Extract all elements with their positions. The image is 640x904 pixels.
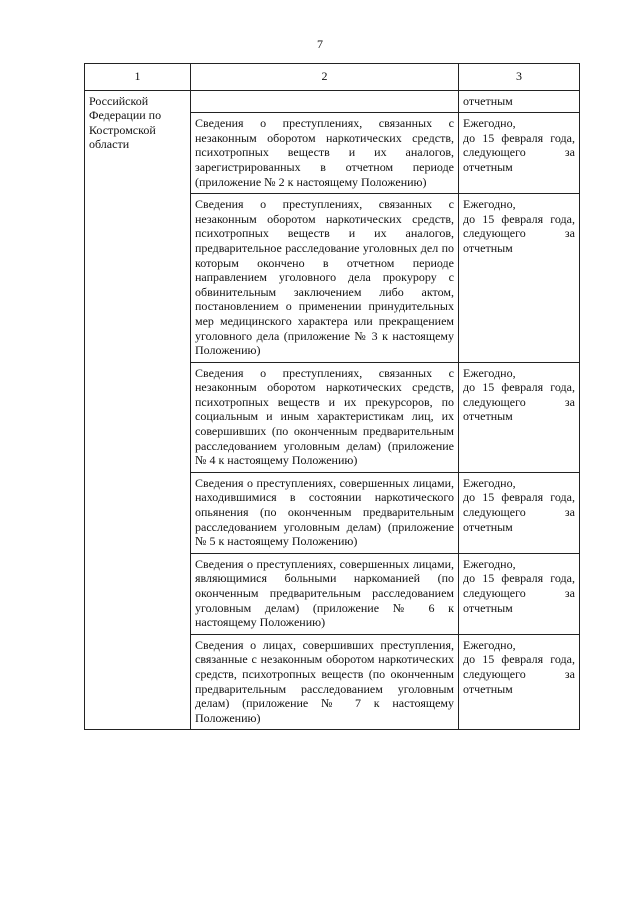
term-line: отчетным — [463, 681, 513, 696]
table-header-row — [85, 64, 580, 91]
term-line: отчетным — [463, 159, 513, 174]
description-cell-empty — [191, 90, 459, 113]
term-cell — [459, 553, 580, 634]
term-line: до 15 февраля года, следующего за — [463, 380, 575, 409]
term-line: отчетным — [463, 600, 513, 615]
term-line: до 15 февраля года, следующего за — [463, 571, 575, 600]
column-header-1: 1 — [85, 64, 191, 91]
page-number: 7 — [317, 37, 323, 51]
description-cell: Сведения о преступлениях, связанных с незаконным оборотом наркотических средств, психотропных веществ и их аналогов, зарегистрированных в отчетном периоде (приложение № 2 к настоящему Положению) — [191, 113, 459, 194]
description-cell: Сведения о преступлениях, совершенных лицами, находившимися в состоянии наркотического опьянения (по оконченным предварительным расследованием уголовным делам) (приложение № 5 к настоящему Положению) — [191, 472, 459, 553]
term-line: до 15 февраля года, следующего за — [463, 490, 575, 520]
term-line: Ежегодно, — [463, 197, 516, 212]
term-line: отчетным — [463, 519, 513, 534]
term-line: Ежегодно, — [463, 475, 516, 490]
region-cell: Российской Федерации по Костромской области — [85, 90, 191, 730]
column-header-2: 2 — [191, 64, 459, 91]
column-header-3: 3 — [459, 64, 580, 91]
term-cell — [459, 634, 580, 730]
term-cell — [459, 113, 580, 194]
term-line: Ежегодно, — [463, 637, 516, 652]
term-line: Ежегодно, — [463, 116, 516, 131]
term-cell — [459, 472, 580, 553]
term-line: отчетным — [463, 240, 513, 255]
table-row — [85, 90, 580, 113]
term-line: до 15 февраля года, следующего за — [463, 211, 575, 241]
term-line: до 15 февраля года, следующего за — [463, 130, 575, 160]
description-cell: Сведения о преступлениях, связанных с незаконным оборотом наркотических средств, психотропных веществ и их прекурсоров, по социальным и иным характеристикам лиц, их совершивших (по оконченным предварительным расследованием уголовным делам) (приложение № 4 к настоящему Положению) — [191, 362, 459, 472]
term-cell-continued: отчетным — [459, 90, 580, 113]
term-cell — [459, 194, 580, 363]
term-line: отчетным — [463, 409, 513, 424]
description-cell: Сведения о лицах, совершивших преступления, связанные с незаконным оборотом наркотических средств, психотропных веществ (по оконченным предварительным расследованием уголовным делам) (приложение № 7 к настоящему Положению) — [191, 634, 459, 730]
term-cell — [459, 362, 580, 472]
term-line: Ежегодно, — [463, 556, 516, 571]
description-cell: Сведения о преступлениях, совершенных лицами, являющимися больными наркоманией (по оконченным предварительным расследованием уголовным делам) (приложение № 6 к настоящему Положению) — [191, 553, 459, 634]
term-line: Ежегодно, — [463, 365, 516, 380]
term-line: до 15 февраля года, следующего за — [463, 652, 575, 681]
description-cell: Сведения о преступлениях, связанных с незаконным оборотом наркотических средств, психотропных веществ и их аналогов, предварительное расследование уголовных дел по которым окончено в отчетном периоде направлением уголовного дела прокурору с обвинительным заключением либо актом, постановлением о применении принудительных мер медицинского характера или прекращением уголовного дела (приложение № 3 к настоящему Положению) — [191, 194, 459, 363]
reporting-table — [84, 63, 580, 730]
